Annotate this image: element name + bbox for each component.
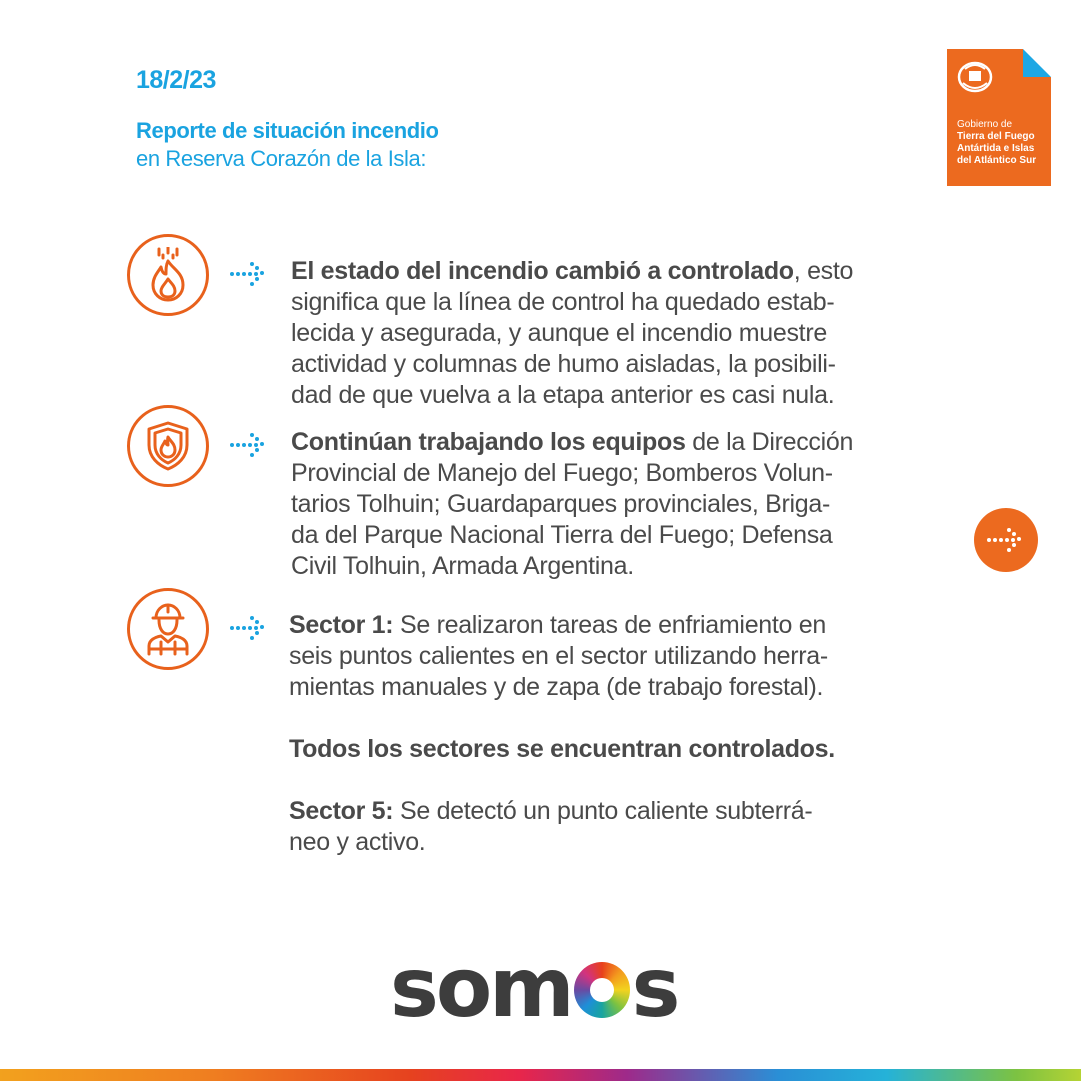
report-title-bold: Reporte de situación incendio	[136, 118, 439, 143]
item-teams-line-5: Civil Tolhuin, Armada Argentina.	[291, 552, 634, 580]
logo-letter-m: m	[489, 941, 572, 1036]
item-sector5-line-2: neo y activo.	[289, 828, 426, 856]
item-status-line-3: lecida y asegurada, y aunque el incendio muestre	[291, 319, 827, 347]
firefighter-icon-circle	[127, 588, 209, 670]
item-teams-line-3: tarios Tolhuin; Guardaparques provinciales, Briga-	[291, 490, 831, 518]
item-sectors-text	[289, 610, 909, 858]
fire-icon	[143, 247, 193, 303]
logo-letter-s: s	[390, 941, 436, 1036]
logo-color-ring-icon	[574, 962, 630, 1018]
item-status-line-5: dad de que vuelva a la etapa anterior es casi nula.	[291, 381, 835, 409]
item-status-line-4: actividad y columnas de humo aisladas, la posibili-	[291, 350, 836, 378]
item-status-bold: El estado del incendio cambió a controlado	[291, 257, 794, 285]
badge-line-1: Gobierno de	[957, 119, 1013, 130]
item-status-line-2: significa que la línea de control ha quedado estab-	[291, 288, 835, 316]
item-teams-line-2: Provincial de Manejo del Fuego; Bomberos Volun-	[291, 459, 833, 487]
next-slide-button[interactable]	[974, 508, 1038, 572]
badge-line-3: Antártida e Islas	[957, 143, 1035, 154]
fire-shield-icon-circle	[127, 405, 209, 487]
badge-line-2: Tierra del Fuego	[957, 131, 1035, 142]
report-date: 18/2/23	[136, 66, 216, 94]
item-status-line-1: , esto	[793, 257, 854, 285]
fire-shield-icon	[144, 420, 192, 472]
item-sector5-line-1: Se detectó un punto caliente subterrá-	[393, 797, 813, 825]
provincial-seal-icon	[955, 57, 995, 97]
dotted-arrow-icon	[229, 613, 269, 643]
government-badge	[947, 49, 1051, 186]
dotted-arrow-icon	[229, 430, 269, 460]
firefighter-icon	[143, 602, 193, 656]
report-title-subtitle: en Reserva Corazón de la Isla:	[136, 146, 427, 171]
color-band	[0, 1069, 1081, 1081]
item-sector1-bold: Sector 1:	[289, 611, 394, 639]
badge-fold-corner	[1023, 49, 1051, 77]
item-status-text	[291, 256, 909, 411]
dotted-arrow-icon	[986, 525, 1026, 555]
item-sector1-line-1: Se realizaron tareas de enfriamiento en	[393, 611, 826, 639]
item-teams-bold: Continúan trabajando los equipos	[291, 428, 686, 456]
fire-icon-circle	[127, 234, 209, 316]
badge-province-name	[957, 131, 1049, 167]
badge-line-4: del Atlántico Sur	[957, 155, 1037, 166]
item-teams-line-1: de la Dirección	[685, 428, 854, 456]
somos-logo: som s	[390, 941, 678, 1036]
report-title	[136, 117, 439, 173]
item-sector1-line-3: mientas manuales y de zapa (de trabajo forestal).	[289, 673, 824, 701]
item-sector1-line-2: seis puntos calientes en el sector utilizando herra-	[289, 642, 828, 670]
item-teams-line-4: da del Parque Nacional Tierra del Fuego; Defensa	[291, 521, 833, 549]
dotted-arrow-icon	[229, 259, 269, 289]
item-teams-text	[291, 427, 909, 582]
logo-letter-s2: s	[631, 941, 678, 1036]
item-sector5-bold: Sector 5:	[289, 797, 394, 825]
item-all-controlled: Todos los sectores se encuentran controlados.	[289, 735, 835, 763]
